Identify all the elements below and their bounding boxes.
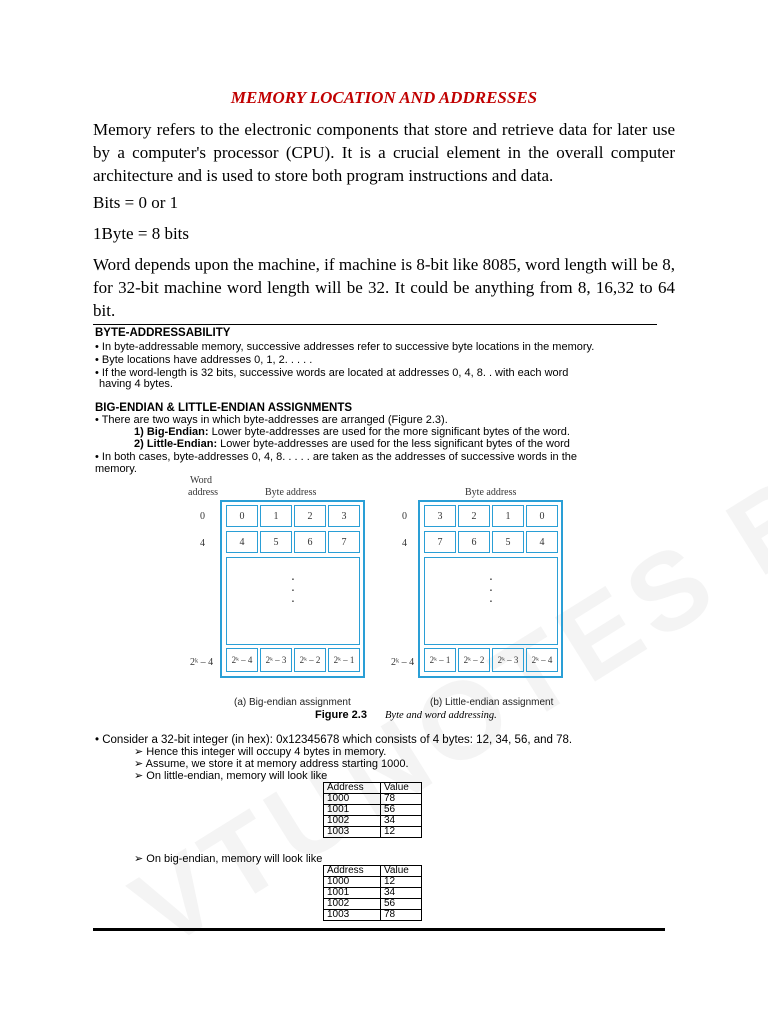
value-cell: 78 bbox=[381, 910, 422, 921]
big-endian-label: 1) Big-Endian: bbox=[134, 426, 209, 438]
figure-description: Byte and word addressing. bbox=[385, 710, 497, 721]
bullet-text: • In byte-addressable memory, successive addresses refer to successive byte locations in the memory. bbox=[95, 341, 595, 353]
byte-cell: 2ᵏ – 1 bbox=[424, 648, 456, 672]
bullet-text: • If the word-length is 32 bits, successive words are located at addresses 0, 4, 8. . with each word bbox=[95, 367, 569, 379]
byte-address-label-little: Byte address bbox=[465, 487, 517, 498]
byte-cell: 7 bbox=[328, 531, 360, 553]
big-endian-text: Lower byte-addresses are used for the more significant bytes of the word. bbox=[208, 426, 570, 438]
word-address: 4 bbox=[200, 538, 205, 549]
byte-cell: 2ᵏ – 4 bbox=[226, 648, 258, 672]
byte-cell: 6 bbox=[294, 531, 326, 553]
byte-addressability-heading: BYTE-ADDRESSABILITY bbox=[95, 327, 231, 339]
table-row bbox=[324, 816, 422, 827]
table-row bbox=[324, 888, 422, 899]
example-subpoint: ➢ Hence this integer will occupy 4 bytes in memory. bbox=[134, 746, 387, 758]
column-header: Value bbox=[381, 783, 422, 794]
byte-cell: 1 bbox=[492, 505, 524, 527]
table-header-row bbox=[324, 866, 422, 877]
endian-heading: BIG-ENDIAN & LITTLE-ENDIAN ASSIGNMENTS bbox=[95, 402, 353, 414]
address-cell: 1000 bbox=[324, 794, 381, 805]
endian-note: memory. bbox=[95, 463, 137, 475]
byte-cell: 5 bbox=[260, 531, 292, 553]
caption-big-endian: (a) Big-endian assignment bbox=[234, 697, 351, 708]
byte-cell: 2ᵏ – 3 bbox=[260, 648, 292, 672]
value-cell: 34 bbox=[381, 888, 422, 899]
table-row bbox=[324, 805, 422, 816]
value-cell: 12 bbox=[381, 827, 422, 838]
example-subpoint: ➢ Assume, we store it at memory address starting 1000. bbox=[134, 758, 409, 770]
word-address: 2ᵏ – 4 bbox=[190, 657, 214, 668]
word-label: Word bbox=[190, 475, 212, 486]
word-length-paragraph: Word depends upon the machine, if machine is 8-bit like 8085, word length will be 8, for 32-bit machine word length will be 32. It could be anything from 8, 16,32 to 64 bit. bbox=[93, 255, 675, 320]
byte-cell: 3 bbox=[328, 505, 360, 527]
bullet-text: • Byte locations have addresses 0, 1, 2. . . . . bbox=[95, 354, 313, 366]
column-header: Address bbox=[324, 783, 381, 794]
figure-label: Figure 2.3 bbox=[315, 709, 367, 721]
value-cell: 56 bbox=[381, 899, 422, 910]
address-cell: 1002 bbox=[324, 816, 381, 827]
word-address: 2ᵏ – 4 bbox=[391, 657, 415, 668]
address-cell: 1001 bbox=[324, 805, 381, 816]
byte-cell: 2ᵏ – 1 bbox=[328, 648, 360, 672]
page-title: MEMORY LOCATION AND ADDRESSES bbox=[230, 88, 538, 107]
bullet-text: having 4 bytes. bbox=[99, 378, 173, 390]
value-cell: 56 bbox=[381, 805, 422, 816]
byte-cell: 4 bbox=[226, 531, 258, 553]
table-row bbox=[324, 877, 422, 888]
byte-cell: 2ᵏ – 4 bbox=[526, 648, 558, 672]
little-endian-table bbox=[323, 782, 422, 838]
example-subpoint: ➢ On little-endian, memory will look like bbox=[134, 770, 328, 782]
table-header-row bbox=[324, 783, 422, 794]
value-cell: 12 bbox=[381, 877, 422, 888]
byte-line: 1Byte = 8 bits bbox=[93, 224, 190, 243]
byte-cell: 2ᵏ – 3 bbox=[492, 648, 524, 672]
bits-line: Bits = 0 or 1 bbox=[93, 193, 179, 212]
byte-cell: 0 bbox=[226, 505, 258, 527]
address-cell: 1003 bbox=[324, 827, 381, 838]
byte-cell: 2 bbox=[294, 505, 326, 527]
caption-little-endian: (b) Little-endian assignment bbox=[430, 697, 554, 708]
address-cell: 1001 bbox=[324, 888, 381, 899]
word-address: 0 bbox=[402, 511, 407, 522]
address-cell: 1002 bbox=[324, 899, 381, 910]
column-header: Address bbox=[324, 866, 381, 877]
address-cell: 1000 bbox=[324, 877, 381, 888]
byte-cell: 0 bbox=[526, 505, 558, 527]
address-cell: 1003 bbox=[324, 910, 381, 921]
value-cell: 78 bbox=[381, 794, 422, 805]
endian-intro: • There are two ways in which byte-addresses are arranged (Figure 2.3). bbox=[95, 414, 448, 426]
value-cell: 34 bbox=[381, 816, 422, 827]
byte-cell: 5 bbox=[492, 531, 524, 553]
bottom-divider bbox=[93, 928, 665, 931]
byte-cell: 1 bbox=[260, 505, 292, 527]
word-address: 4 bbox=[402, 538, 407, 549]
byte-cell: 3 bbox=[424, 505, 456, 527]
little-endian-text: Lower byte-addresses are used for the less significant bytes of the word bbox=[217, 438, 570, 450]
ellipsis-dots: · · · bbox=[488, 573, 494, 610]
table-row bbox=[324, 794, 422, 805]
little-endian-definition bbox=[134, 438, 570, 451]
table-row bbox=[324, 827, 422, 838]
table-row bbox=[324, 899, 422, 910]
byte-cell: 4 bbox=[526, 531, 558, 553]
little-endian-label: 2) Little-Endian: bbox=[134, 438, 218, 450]
example-subpoint: ➢ On big-endian, memory will look like bbox=[134, 853, 323, 865]
section-divider bbox=[93, 324, 657, 325]
intro-paragraph: Memory refers to the electronic components that store and retrieve data for later use by a computer's processor (CPU). It is a crucial element in the overall computer architecture and is used to store both program instructions and data. bbox=[93, 120, 675, 185]
byte-cell: 7 bbox=[424, 531, 456, 553]
byte-cell: 6 bbox=[458, 531, 490, 553]
column-header: Value bbox=[381, 866, 422, 877]
word-address: 0 bbox=[200, 511, 205, 522]
byte-cell: 2 bbox=[458, 505, 490, 527]
byte-cell: 2ᵏ – 2 bbox=[294, 648, 326, 672]
endian-note: • In both cases, byte-addresses 0, 4, 8. . . . . are taken as the addresses of successive words in the bbox=[95, 451, 577, 463]
ellipsis-dots: · · · bbox=[290, 573, 296, 610]
byte-address-label-big: Byte address bbox=[265, 487, 317, 498]
address-label: address bbox=[188, 487, 218, 498]
big-endian-table bbox=[323, 865, 422, 921]
byte-cell: 2ᵏ – 2 bbox=[458, 648, 490, 672]
example-bullet: • Consider a 32-bit integer (in hex): 0x12345678 which consists of 4 bytes: 12, 34, 56, and 78. bbox=[95, 734, 573, 746]
table-row bbox=[324, 910, 422, 921]
